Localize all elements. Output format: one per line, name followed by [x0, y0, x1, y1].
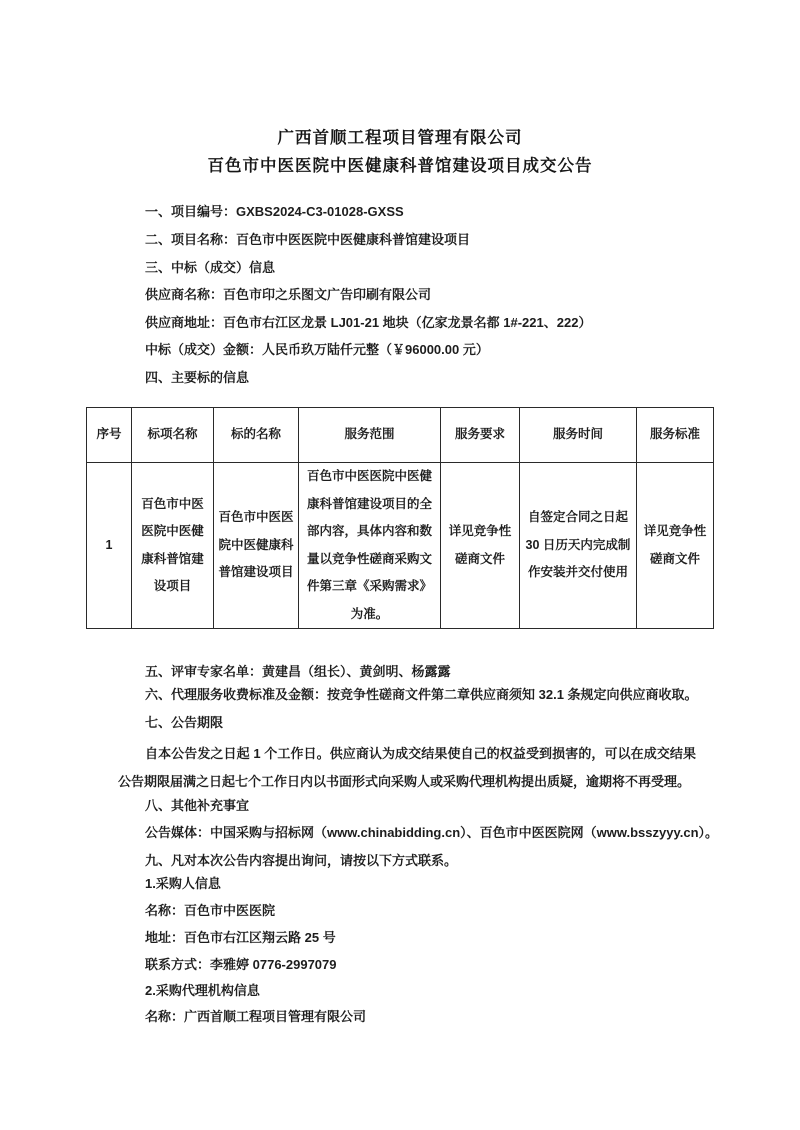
supplier-address-label: 供应商地址： [145, 315, 224, 330]
purchaser-name-line [145, 902, 275, 920]
agency-name-label: 名称： [145, 1009, 185, 1024]
purchaser-address-line [145, 929, 336, 947]
agency-name-line [145, 1008, 366, 1026]
project-number-value: GXBS2024-C3-01028-GXSS [236, 204, 404, 219]
col-header-service-requirement: 服务要求 [441, 408, 520, 463]
media-label: 公告媒体： [145, 825, 211, 840]
award-amount-label: 中标（成交）金额： [145, 342, 263, 357]
agency-fee-label: 六、代理服务收费标准及金额： [145, 687, 328, 702]
award-amount-value: 人民币玖万陆仟元整（￥96000.00 元） [262, 342, 489, 357]
cell-service-time: 自签定合同之日起 30 日历天内完成制作安装并交付使用 [520, 463, 637, 629]
subject-info-table [86, 407, 714, 629]
subject-info-heading: 四、主要标的信息 [145, 370, 250, 385]
col-header-service-time: 服务时间 [520, 408, 637, 463]
supplier-name-value: 百色市印之乐图文广告印刷有限公司 [223, 287, 432, 302]
project-name-value: 百色市中医医院中医健康科普馆建设项目 [236, 232, 471, 247]
purchaser-contact-label: 联系方式： [145, 957, 211, 972]
experts-line [145, 663, 451, 681]
media-line [145, 824, 718, 842]
project-name-line [145, 231, 470, 249]
purchaser-name-value: 百色市中医医院 [184, 903, 276, 918]
supplier-address-value: 百色市右江区龙景 LJ01-21 地块（亿家龙景名都 1#-221、222） [223, 315, 592, 330]
other-heading: 八、其他补充事宜 [145, 798, 250, 813]
experts-label: 五、评审专家名单： [145, 664, 263, 679]
col-header-service-standard: 服务标准 [637, 408, 714, 463]
supplier-name-line [145, 286, 431, 304]
col-header-item-name: 标项名称 [132, 408, 214, 463]
contact-heading: 九、凡对本次公告内容提出询问，请按以下方式联系。 [145, 853, 458, 868]
page-title-announcement: 百色市中医医院中医健康科普馆建设项目成交公告 [207, 157, 593, 175]
agency-fee-line [145, 686, 698, 704]
supplier-name-label: 供应商名称： [145, 287, 224, 302]
supplier-address-line [145, 314, 591, 332]
notice-period-paragraph: 自本公告发之日起 1 个工作日。供应商认为成交结果使自己的权益受到损害的，可以在成交结果公告期限届满之日起七个工作日内以书面形式向采购人或采购代理机构提出质疑，逾期将不再受理。 [118, 746, 696, 789]
cell-service-requirement: 详见竞争性磋商文件 [441, 463, 520, 629]
agency-name-value: 广西首顺工程项目管理有限公司 [184, 1009, 367, 1024]
project-name-label: 二、项目名称： [145, 232, 237, 247]
cell-seq: 1 [87, 463, 132, 629]
award-info-heading: 三、中标（成交）信息 [145, 260, 276, 275]
table-header-row [87, 408, 714, 463]
purchaser-address-label: 地址： [145, 930, 185, 945]
project-number-label: 一、项目编号： [145, 204, 237, 219]
purchaser-contact-value: 李雅婷 0776-2997079 [210, 957, 337, 972]
col-header-seq: 序号 [87, 408, 132, 463]
table-row [87, 463, 714, 629]
purchaser-name-label: 名称： [145, 903, 185, 918]
cell-service-scope: 百色市中医医院中医健康科普馆建设项目的全部内容，具体内容和数量以竞争性磋商采购文件第三章《采购需求》为准。 [299, 463, 441, 629]
cell-target-name: 百色市中医医院中医健康科普馆建设项目 [214, 463, 299, 629]
col-header-service-scope: 服务范围 [299, 408, 441, 463]
award-amount-line [145, 341, 489, 359]
purchaser-address-value: 百色市右江区翔云路 25 号 [184, 930, 336, 945]
agency-heading: 2.采购代理机构信息 [145, 983, 260, 998]
experts-value: 黄建昌（组长）、黄剑明、杨露露 [262, 664, 451, 679]
col-header-target-name: 标的名称 [214, 408, 299, 463]
media-value: 中国采购与招标网（www.chinabidding.cn）、百色市中医医院网（www.bsszyyy.cn）。 [210, 825, 719, 840]
project-number-line [145, 203, 404, 221]
cell-item-name: 百色市中医医院中医健康科普馆建设项目 [132, 463, 214, 629]
page-title-company: 广西首顺工程项目管理有限公司 [277, 129, 523, 147]
cell-service-standard: 详见竞争性磋商文件 [637, 463, 714, 629]
purchaser-heading: 1.采购人信息 [145, 876, 221, 891]
agency-fee-value: 按竞争性磋商文件第二章供应商须知 32.1 条规定向供应商收取。 [327, 687, 698, 702]
notice-period-heading: 七、公告期限 [145, 715, 224, 730]
purchaser-contact-line [145, 956, 337, 974]
